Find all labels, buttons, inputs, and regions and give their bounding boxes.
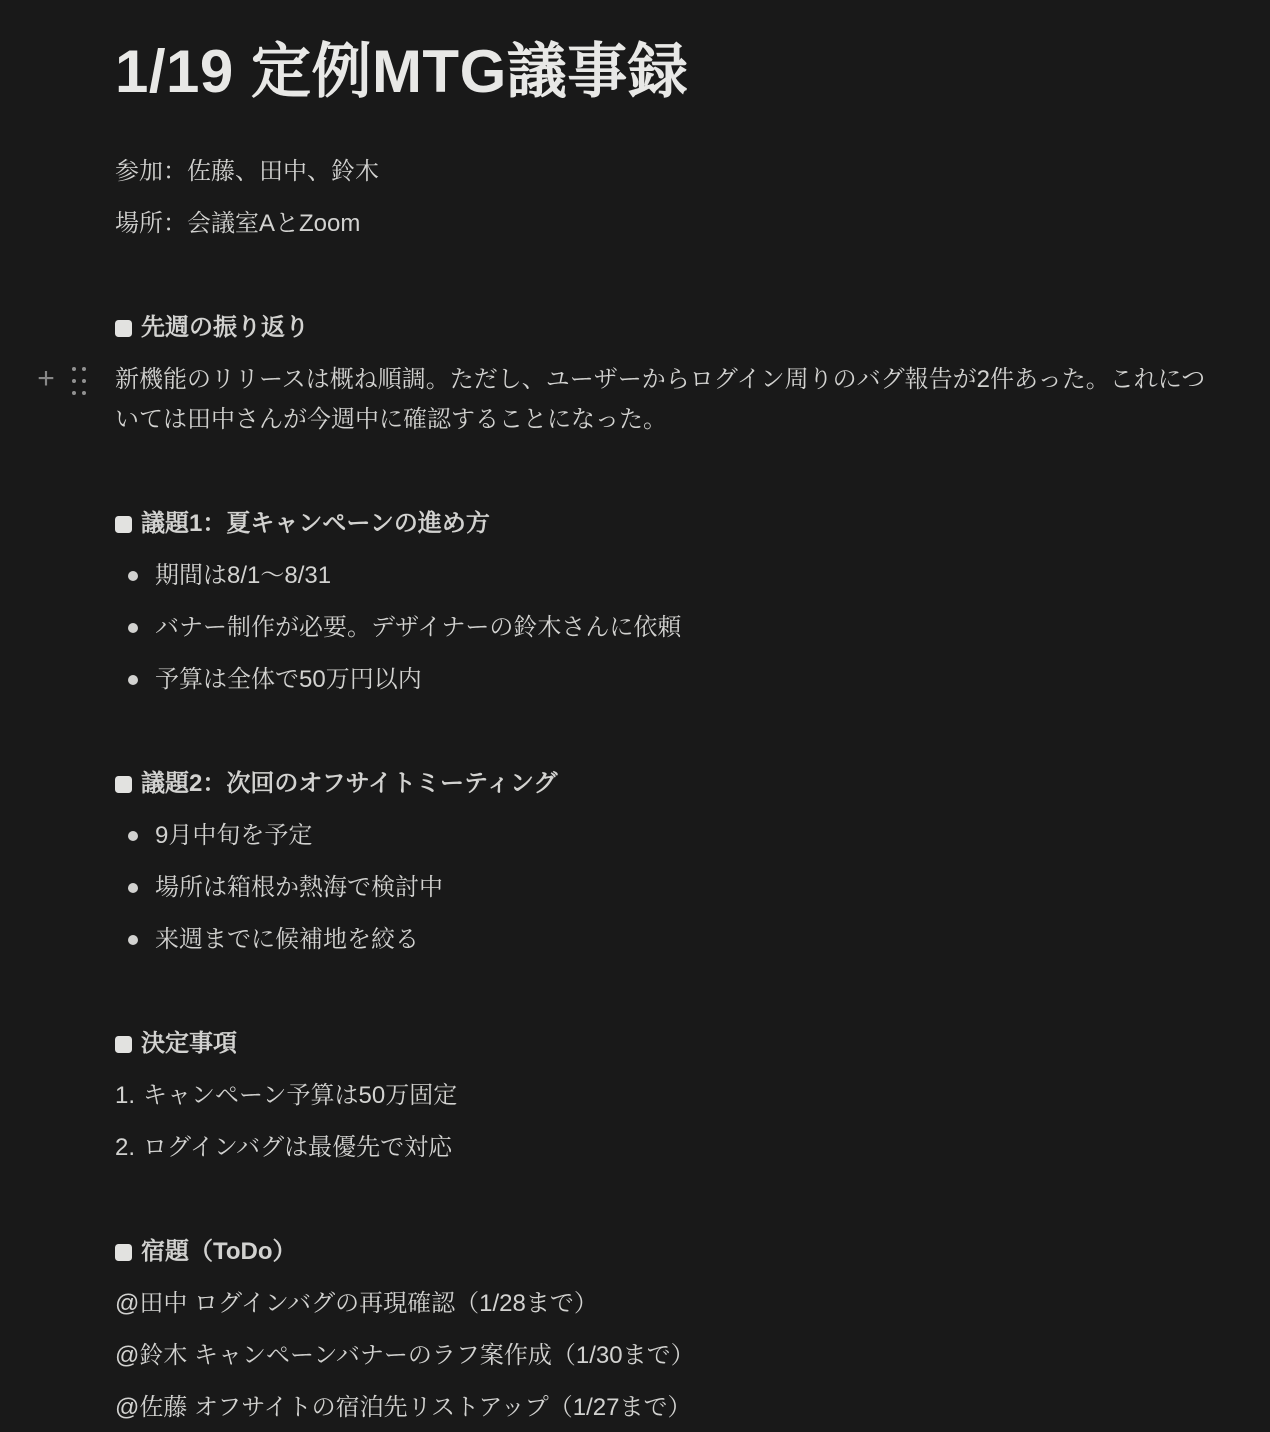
section-heading-label: 先週の振り返り [141,314,309,341]
empty-block[interactable] [115,256,1220,296]
bullet-icon [128,831,138,841]
square-bullet-icon [115,776,132,793]
section-heading-label: 議題2：次回のオフサイトミーティング [141,770,558,797]
list-item-text: 場所は箱根か熱海で検討中 [155,874,443,901]
number-marker: 1. [115,1082,136,1109]
list-item[interactable] [115,608,1220,648]
empty-block[interactable] [115,972,1220,1012]
drag-handle[interactable] [71,365,87,397]
numbered-item-text: キャンペーン予算は50万固定 [143,1082,458,1109]
page-title[interactable]: 1/19 定例MTG議事録 [115,38,689,105]
empty-block[interactable] [115,1180,1220,1220]
empty-block[interactable] [115,452,1220,492]
list-item[interactable] [115,816,1220,856]
section-heading-label: 議題1：夏キャンペーンの進め方 [141,510,490,537]
numbered-item-text: ログインバグは最優先で対応 [143,1134,453,1161]
section-heading-label: 宿題（ToDo） [141,1238,297,1265]
bullet-icon [128,675,138,685]
square-bullet-icon [115,1036,132,1053]
section-heading-review[interactable] [115,308,1220,348]
list-item[interactable] [115,660,1220,700]
list-item[interactable] [115,556,1220,596]
todo-item[interactable]: @田中 ログインバグの再現確認（1/28まで） [115,1290,598,1317]
list-item-text: 9月中旬を予定 [155,822,313,849]
list-item-text: 予算は全体で50万円以内 [155,666,422,693]
section-heading-agenda2[interactable] [115,764,1220,804]
square-bullet-icon [115,320,132,337]
drag-handle-icon [72,367,76,371]
bullet-icon [128,571,138,581]
list-item-text: 来週までに候補地を絞る [155,926,419,953]
square-bullet-icon [115,1244,132,1261]
block-hover-controls [36,362,87,397]
meta-location[interactable]: 場所：会議室AとZoom [115,210,361,237]
section-heading-label: 決定事項 [141,1030,237,1057]
bullet-icon [128,935,138,945]
list-item-text: バナー制作が必要。デザイナーの鈴木さんに依頼 [155,614,682,641]
section-heading-todo[interactable] [115,1232,1220,1272]
meta-participants[interactable]: 参加：佐藤、田中、鈴木 [115,158,379,185]
section-heading-agenda1[interactable] [115,504,1220,544]
empty-block[interactable] [115,712,1220,752]
plus-icon: + [37,362,55,395]
bullet-icon [128,623,138,633]
square-bullet-icon [115,516,132,533]
section-heading-decisions[interactable] [115,1024,1220,1064]
bullet-icon [128,883,138,893]
todo-item[interactable]: @鈴木 キャンペーンバナーのラフ案作成（1/30まで） [115,1342,695,1369]
paragraph-block[interactable] [37,360,1220,440]
list-item[interactable] [115,868,1220,908]
list-item-text: 期間は8/1〜8/31 [155,562,332,589]
numbered-item[interactable] [115,1128,1220,1168]
number-marker: 2. [115,1134,136,1161]
list-item[interactable] [115,920,1220,960]
add-block-button[interactable] [36,362,56,395]
todo-item[interactable]: @佐藤 オフサイトの宿泊先リストアップ（1/27まで） [115,1394,692,1421]
paragraph-text[interactable]: 新機能のリリースは概ね順調。ただし、ユーザーからログイン周りのバグ報告が2件あった。これについては田中さんが今週中に確認することになった。 [115,366,1206,433]
numbered-item[interactable] [115,1076,1220,1116]
